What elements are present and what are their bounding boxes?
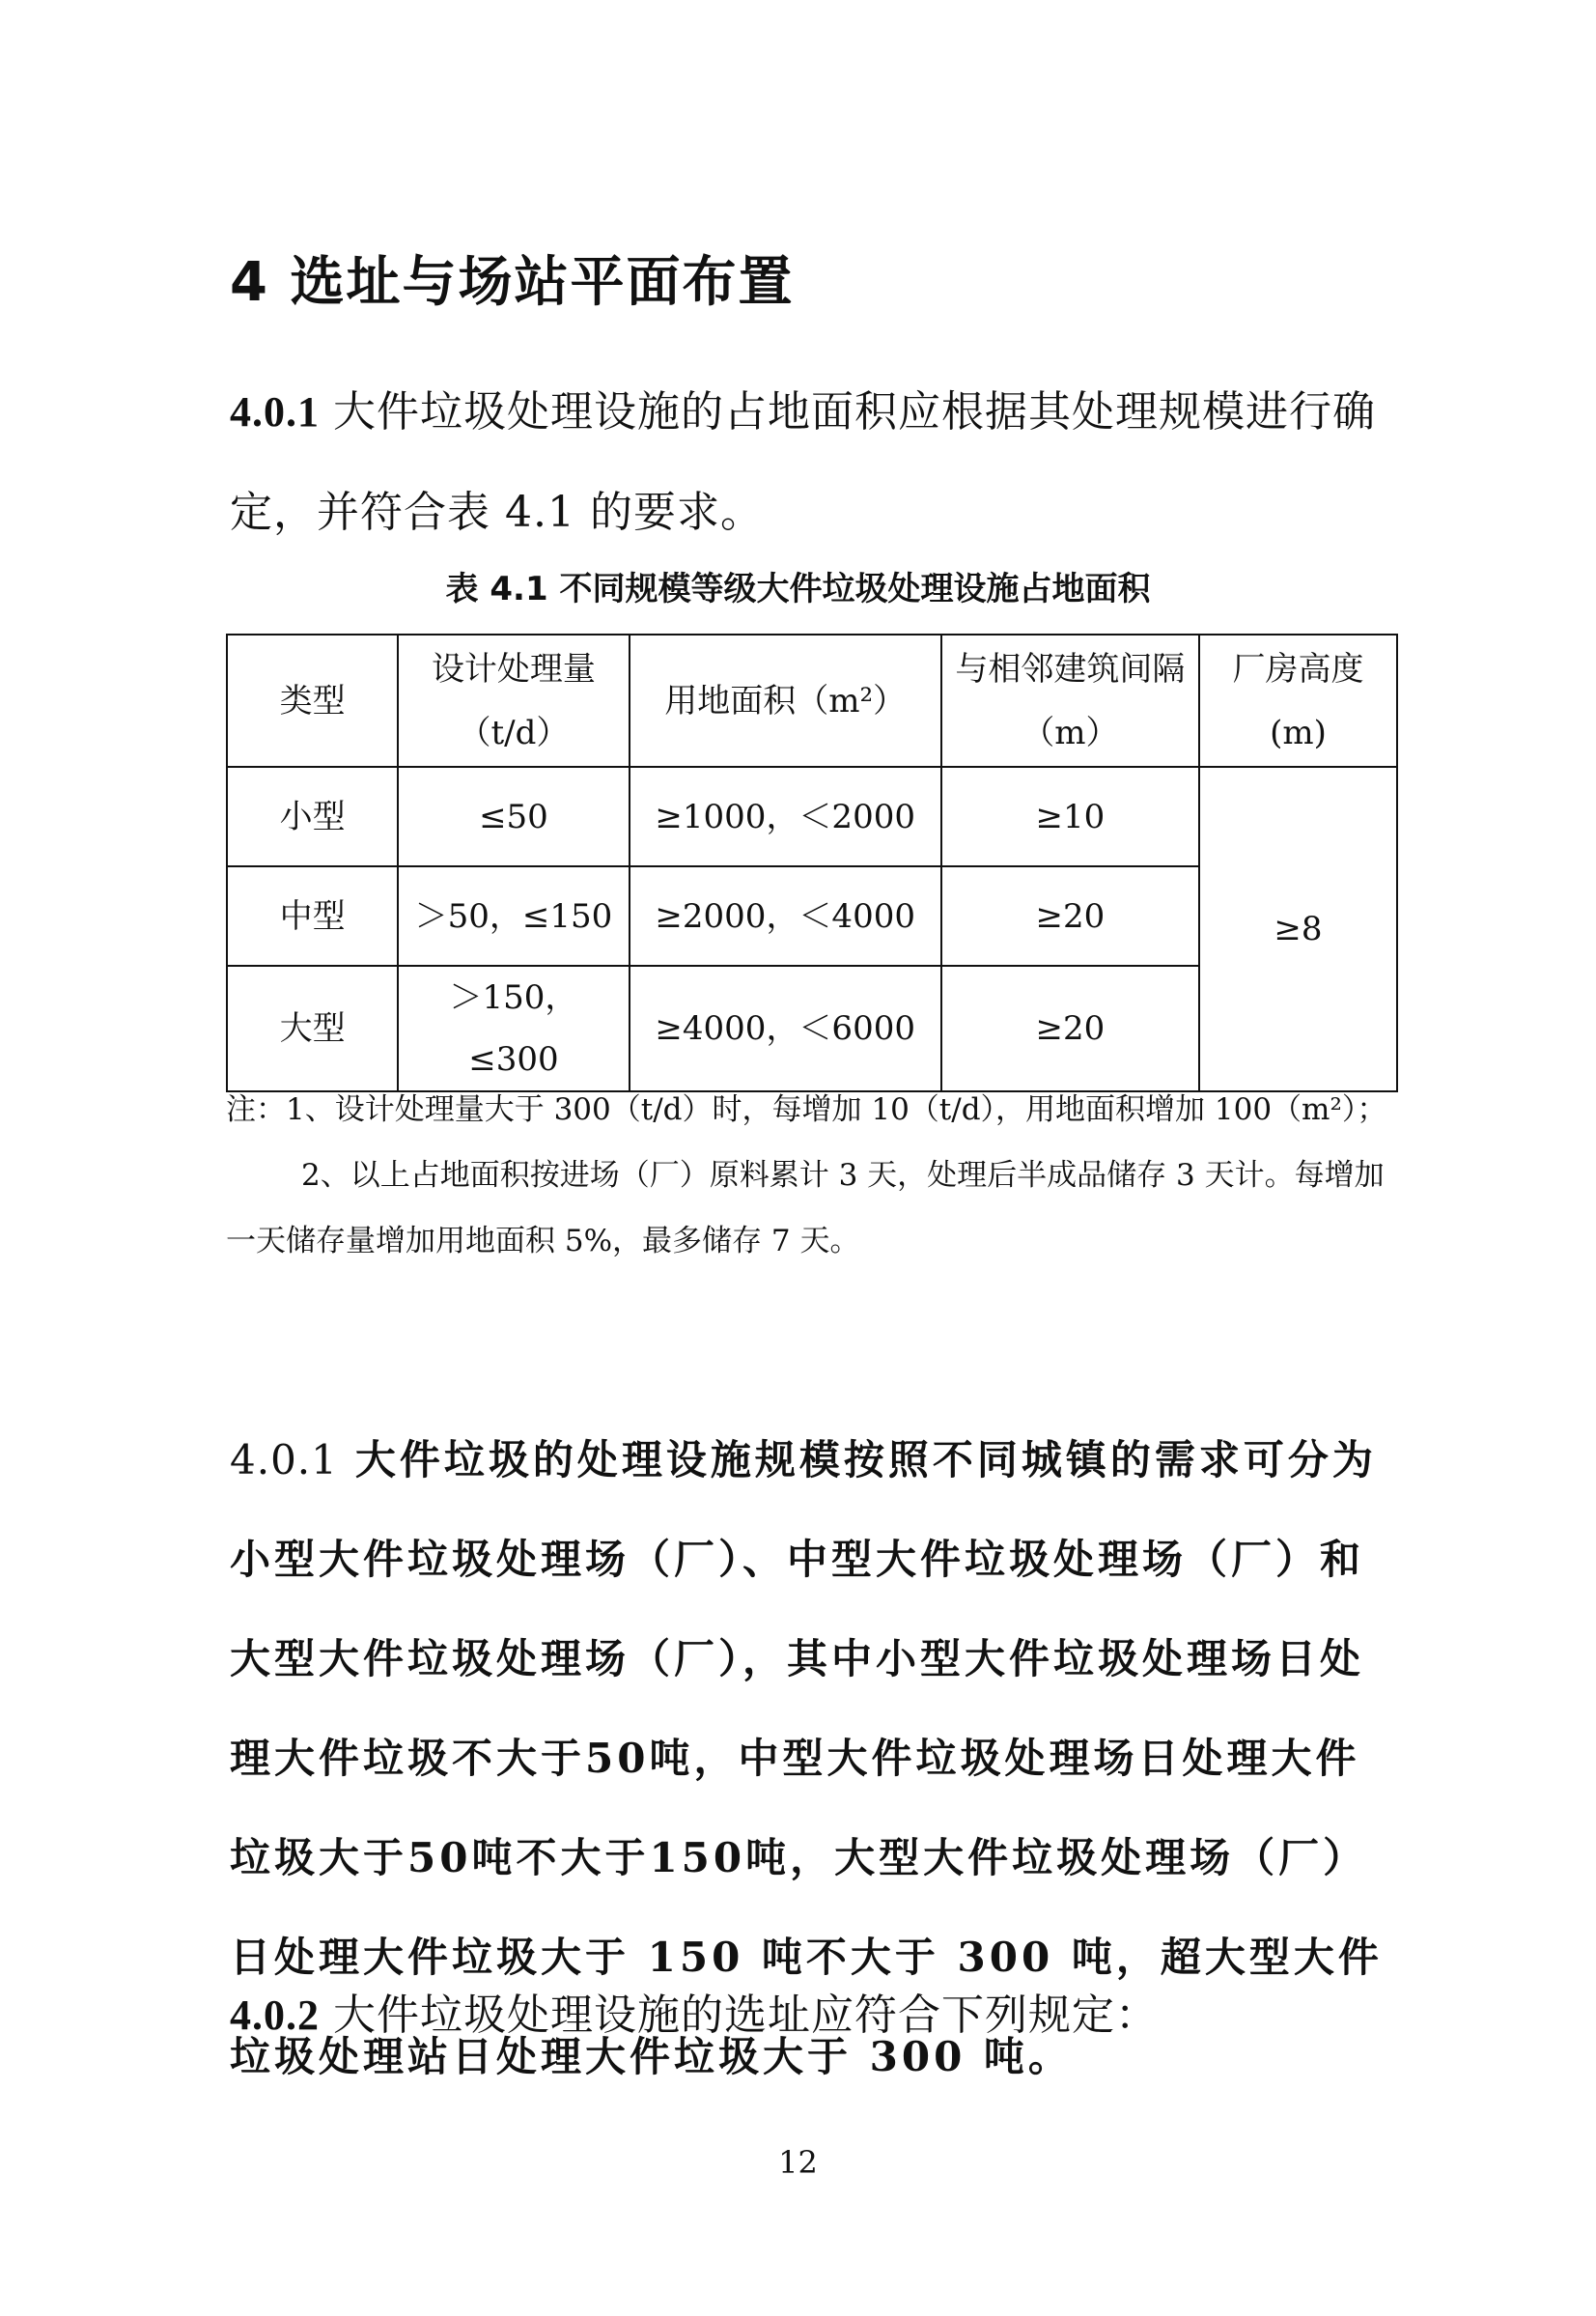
land-area-table [226,634,1398,1092]
table-header-row [227,635,1397,767]
explanation-text: 大件垃圾的处理设施规模按照不同城镇的需求可分为小型大件垃圾处理场（厂）、中型大件垃圾处理场（厂）和大型大件垃圾处理场（厂），其中小型大件垃圾处理场日处理大件垃圾不大于50吨，中型大件垃圾处理场日处理大件垃圾大于50吨不大于150吨，大型大件垃圾处理场（厂）日处理大件垃圾大于 150 吨不大于 300 吨，超大型大件垃圾处理站日处理大件垃圾大于 300 吨。 [230,1436,1383,2080]
header-type: 类型 [227,635,398,767]
header-capacity: 设计处理量（t/d） [398,635,629,767]
cell-spacing: ≥10 [941,767,1199,866]
cell-capacity: ＞150，≤300 [398,966,629,1091]
cell-land-area: ≥4000，＜6000 [630,966,941,1091]
page-number: 12 [778,2144,818,2181]
clause-text: 大件垃圾处理设施的占地面积应根据其处理规模进行确定，并符合表 4.1 的要求。 [230,387,1376,537]
clause-4-0-2 [230,1965,1398,2066]
clause-number: 4.0.2 [230,1991,320,2039]
header-spacing: 与相邻建筑间隔（m） [941,635,1199,767]
cell-spacing: ≥20 [941,966,1199,1091]
header-height: 厂房高度(m) [1199,635,1397,767]
explanation-number: 4.0.1 [230,1436,338,1483]
table-caption: 表 4.1 不同规模等级大件垃圾处理设施占地面积 [445,570,1151,608]
cell-capacity: ＞50，≤150 [398,866,629,966]
cell-type: 小型 [227,767,398,866]
clause-text: 大件垃圾处理设施的选址应符合下列规定： [333,1991,1159,2040]
table-notes [226,1077,1398,1274]
cell-land-area: ≥1000，＜2000 [630,767,941,866]
clause-4-0-1 [230,362,1398,563]
table-note-1: 注：1、设计处理量大于 300（t/d）时，每增加 10（t/d），用地面积增加 100（m²）； [226,1092,1387,1127]
cell-type: 大型 [227,966,398,1091]
chapter-title: 4 选址与场站平面布置 [230,251,795,314]
table-note-2: 2、以上占地面积按进场（厂）原料累计 3 天，处理后半成品储存 3 天计。每增加一天储存量增加用地面积 5%，最多储存 7 天。 [226,1158,1385,1258]
header-land-area: 用地面积（m²） [630,635,941,767]
cell-type: 中型 [227,866,398,966]
cell-spacing: ≥20 [941,866,1199,966]
cell-capacity: ≤50 [398,767,629,866]
cell-land-area: ≥2000，＜4000 [630,866,941,966]
table-row [227,767,1397,866]
clause-number: 4.0.1 [230,388,320,436]
cell-height-merged: ≥8 [1199,767,1397,1091]
